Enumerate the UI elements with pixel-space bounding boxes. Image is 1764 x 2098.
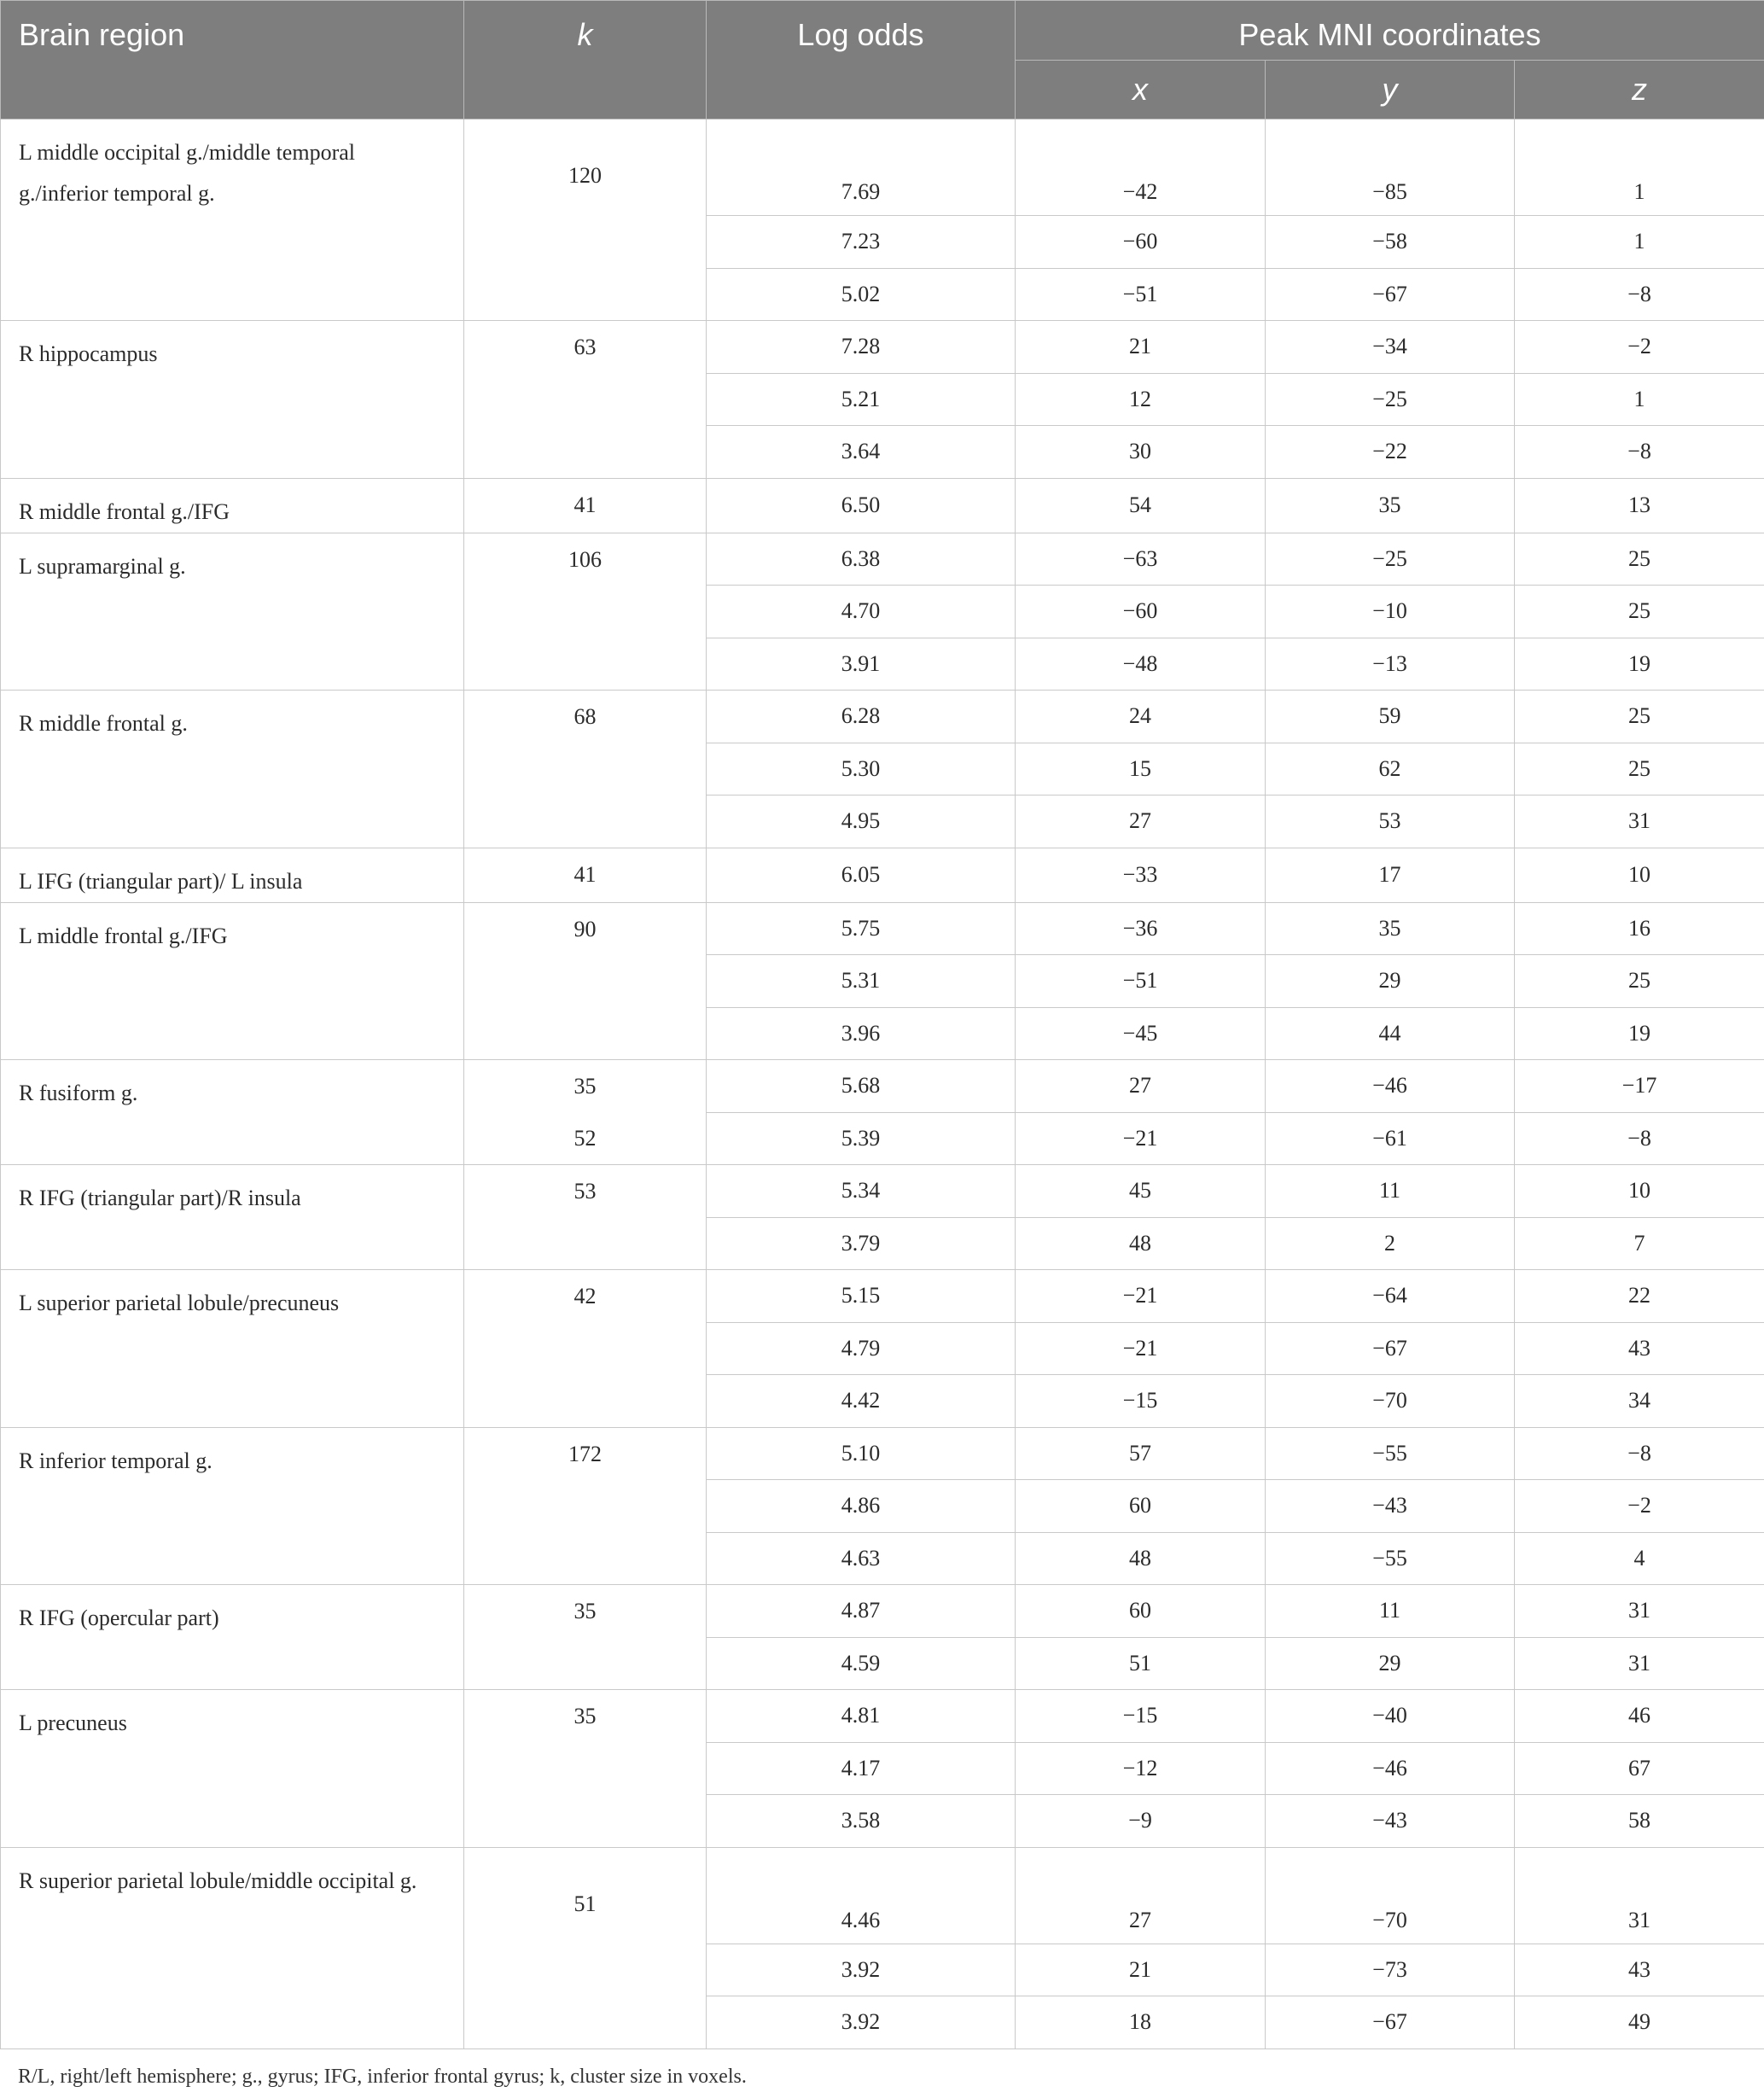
k-value: 172 xyxy=(568,1441,602,1466)
z-cell: −2 xyxy=(1515,1480,1764,1533)
cluster-size-cell xyxy=(464,533,707,691)
cluster-size-cell xyxy=(464,1060,707,1165)
y-cell: 53 xyxy=(1266,795,1515,848)
log-odds-cell: 5.10 xyxy=(707,1427,1016,1480)
y-cell: 11 xyxy=(1266,1585,1515,1638)
table-body xyxy=(1,119,1764,2049)
log-odds-cell: 5.15 xyxy=(707,1270,1016,1323)
table-row-gap xyxy=(1,119,1764,182)
brain-region-cell: R fusiform g. xyxy=(1,1060,464,1165)
z-cell: 13 xyxy=(1515,478,1764,533)
x-cell: 57 xyxy=(1016,1427,1266,1480)
x-cell: −42 xyxy=(1016,181,1266,216)
z-cell: −2 xyxy=(1515,321,1764,374)
cluster-size-cell xyxy=(464,1270,707,1428)
z-cell: 19 xyxy=(1515,1007,1764,1060)
log-odds-cell: 6.05 xyxy=(707,848,1016,902)
cluster-size-cell xyxy=(464,1690,707,1848)
cluster-size-cell xyxy=(464,478,707,533)
log-odds-cell: 5.68 xyxy=(707,1060,1016,1113)
brain-region-cell: L supramarginal g. xyxy=(1,533,464,691)
y-cell: 17 xyxy=(1266,848,1515,902)
y-cell: 11 xyxy=(1266,1165,1515,1218)
x-cell: −60 xyxy=(1016,586,1266,638)
empty-cell xyxy=(707,119,1016,182)
x-cell: −63 xyxy=(1016,533,1266,586)
z-cell: 31 xyxy=(1515,1585,1764,1638)
y-cell: 35 xyxy=(1266,902,1515,955)
x-cell: −51 xyxy=(1016,955,1266,1008)
z-cell: 22 xyxy=(1515,1270,1764,1323)
z-cell: 31 xyxy=(1515,795,1764,848)
k-value: 41 xyxy=(573,492,597,517)
log-odds-cell: 5.34 xyxy=(707,1165,1016,1218)
empty-cell xyxy=(1515,119,1764,182)
z-cell: 19 xyxy=(1515,638,1764,691)
z-cell: −8 xyxy=(1515,426,1764,479)
x-cell: 12 xyxy=(1016,373,1266,426)
log-odds-cell: 6.28 xyxy=(707,691,1016,743)
y-cell: −70 xyxy=(1266,1375,1515,1428)
y-cell: −22 xyxy=(1266,426,1515,479)
brain-region-cell: R hippocampus xyxy=(1,321,464,479)
y-cell: −55 xyxy=(1266,1427,1515,1480)
table-row xyxy=(1,1690,1764,1743)
x-cell: −48 xyxy=(1016,638,1266,691)
table-row-gap xyxy=(1,1847,1764,1909)
z-cell: 1 xyxy=(1515,181,1764,216)
z-cell: 25 xyxy=(1515,586,1764,638)
cluster-size-cell xyxy=(464,1847,707,2048)
log-odds-cell: 3.92 xyxy=(707,1944,1016,1996)
y-cell: −55 xyxy=(1266,1532,1515,1585)
log-odds-cell: 3.79 xyxy=(707,1217,1016,1270)
y-cell: −46 xyxy=(1266,1060,1515,1113)
y-cell: −58 xyxy=(1266,216,1515,269)
table-row xyxy=(1,478,1764,533)
y-cell: −67 xyxy=(1266,268,1515,321)
table-footnote: R/L, right/left hemisphere; g., gyrus; IFG, inferior frontal gyrus; k, cluster size in voxels. xyxy=(18,2066,747,2088)
x-cell: −36 xyxy=(1016,902,1266,955)
z-cell: 4 xyxy=(1515,1532,1764,1585)
z-cell: 16 xyxy=(1515,902,1764,955)
z-cell: 25 xyxy=(1515,691,1764,743)
k-value: 68 xyxy=(573,704,597,729)
log-odds-cell: 5.75 xyxy=(707,902,1016,955)
z-cell: −17 xyxy=(1515,1060,1764,1113)
k-value: 51 xyxy=(573,1891,597,1916)
z-cell: 25 xyxy=(1515,743,1764,795)
header-y: y xyxy=(1266,61,1515,119)
x-cell: 27 xyxy=(1016,1909,1266,1944)
log-odds-cell: 4.81 xyxy=(707,1690,1016,1743)
cluster-size-cell xyxy=(464,1585,707,1690)
header-k: k xyxy=(464,1,707,119)
z-cell: 31 xyxy=(1515,1909,1764,1944)
cluster-size-cell xyxy=(464,1427,707,1585)
table-row xyxy=(1,1427,1764,1480)
cluster-size-cell xyxy=(464,691,707,848)
z-cell: 7 xyxy=(1515,1217,1764,1270)
empty-cell xyxy=(1515,1847,1764,1909)
log-odds-cell: 7.23 xyxy=(707,216,1016,269)
empty-cell xyxy=(1016,1847,1266,1909)
brain-region-cell: R IFG (opercular part) xyxy=(1,1585,464,1690)
z-cell: 49 xyxy=(1515,1996,1764,2049)
log-odds-cell: 3.91 xyxy=(707,638,1016,691)
z-cell: 1 xyxy=(1515,373,1764,426)
brain-region-cell: R superior parietal lobule/middle occipital g. xyxy=(1,1847,464,2048)
y-cell: −67 xyxy=(1266,1996,1515,2049)
x-cell: −60 xyxy=(1016,216,1266,269)
y-cell: −40 xyxy=(1266,1690,1515,1743)
k-value: 42 xyxy=(573,1284,597,1308)
x-cell: 51 xyxy=(1016,1637,1266,1690)
k-value: 53 xyxy=(573,1179,597,1203)
z-cell: −8 xyxy=(1515,1112,1764,1165)
brain-region-cell: L superior parietal lobule/precuneus xyxy=(1,1270,464,1428)
cluster-size-cell xyxy=(464,848,707,902)
z-cell: 43 xyxy=(1515,1944,1764,1996)
y-cell: −43 xyxy=(1266,1795,1515,1848)
log-odds-cell: 4.42 xyxy=(707,1375,1016,1428)
x-cell: −51 xyxy=(1016,268,1266,321)
y-cell: 35 xyxy=(1266,478,1515,533)
y-cell: 44 xyxy=(1266,1007,1515,1060)
y-cell: −43 xyxy=(1266,1480,1515,1533)
header-z: z xyxy=(1515,61,1764,119)
log-odds-cell: 6.50 xyxy=(707,478,1016,533)
x-cell: 27 xyxy=(1016,1060,1266,1113)
cluster-size-cell xyxy=(464,321,707,479)
table-row xyxy=(1,691,1764,743)
y-cell: 29 xyxy=(1266,955,1515,1008)
z-cell: 46 xyxy=(1515,1690,1764,1743)
y-cell: 62 xyxy=(1266,743,1515,795)
log-odds-cell: 7.69 xyxy=(707,181,1016,216)
table-row xyxy=(1,533,1764,586)
header-x: x xyxy=(1016,61,1266,119)
y-cell: −46 xyxy=(1266,1742,1515,1795)
x-cell: −15 xyxy=(1016,1375,1266,1428)
x-cell: 60 xyxy=(1016,1585,1266,1638)
log-odds-cell: 4.46 xyxy=(707,1909,1016,1944)
log-odds-cell: 6.38 xyxy=(707,533,1016,586)
log-odds-cell: 5.02 xyxy=(707,268,1016,321)
z-cell: 58 xyxy=(1515,1795,1764,1848)
y-cell: −25 xyxy=(1266,373,1515,426)
x-cell: 60 xyxy=(1016,1480,1266,1533)
log-odds-cell: 4.86 xyxy=(707,1480,1016,1533)
brain-region-cell: L precuneus xyxy=(1,1690,464,1848)
y-cell: 2 xyxy=(1266,1217,1515,1270)
x-cell: −21 xyxy=(1016,1112,1266,1165)
log-odds-cell: 4.59 xyxy=(707,1637,1016,1690)
x-cell: 24 xyxy=(1016,691,1266,743)
z-cell: 43 xyxy=(1515,1322,1764,1375)
k-spacer xyxy=(464,1848,706,1866)
brain-region-cell: R IFG (triangular part)/R insula xyxy=(1,1165,464,1270)
y-cell: −10 xyxy=(1266,586,1515,638)
table-row xyxy=(1,902,1764,955)
log-odds-cell: 4.17 xyxy=(707,1742,1016,1795)
log-odds-cell: 7.28 xyxy=(707,321,1016,374)
z-cell: 25 xyxy=(1515,955,1764,1008)
table-row xyxy=(1,1270,1764,1323)
k-value: 120 xyxy=(568,163,602,188)
x-cell: 27 xyxy=(1016,795,1266,848)
x-cell: −33 xyxy=(1016,848,1266,902)
brain-region-cell: L IFG (triangular part)/ L insula xyxy=(1,848,464,902)
y-cell: −73 xyxy=(1266,1944,1515,1996)
k-value: 35 xyxy=(573,1599,597,1623)
log-odds-cell: 3.58 xyxy=(707,1795,1016,1848)
z-cell: 1 xyxy=(1515,216,1764,269)
log-odds-cell: 3.92 xyxy=(707,1996,1016,2049)
y-cell: −61 xyxy=(1266,1112,1515,1165)
log-odds-cell: 4.87 xyxy=(707,1585,1016,1638)
x-cell: 21 xyxy=(1016,1944,1266,1996)
log-odds-cell: 4.63 xyxy=(707,1532,1016,1585)
x-cell: 15 xyxy=(1016,743,1266,795)
x-cell: −15 xyxy=(1016,1690,1266,1743)
x-cell: 48 xyxy=(1016,1532,1266,1585)
header-log-odds: Log odds xyxy=(707,1,1016,119)
cluster-size-cell xyxy=(464,1165,707,1270)
y-cell: −70 xyxy=(1266,1909,1515,1944)
x-cell: −9 xyxy=(1016,1795,1266,1848)
brain-region-cell: L middle frontal g./IFG xyxy=(1,902,464,1060)
z-cell: −8 xyxy=(1515,1427,1764,1480)
k-value: 35 xyxy=(573,1704,597,1728)
k-value: 52 xyxy=(573,1126,597,1151)
z-cell: −8 xyxy=(1515,268,1764,321)
empty-cell xyxy=(1266,119,1515,182)
y-cell: −85 xyxy=(1266,181,1515,216)
z-cell: 10 xyxy=(1515,848,1764,902)
table-row xyxy=(1,321,1764,374)
y-cell: −25 xyxy=(1266,533,1515,586)
table-row xyxy=(1,1060,1764,1113)
log-odds-cell: 3.64 xyxy=(707,426,1016,479)
log-odds-cell: 4.70 xyxy=(707,586,1016,638)
empty-cell xyxy=(1016,119,1266,182)
x-cell: 21 xyxy=(1016,321,1266,374)
x-cell: 48 xyxy=(1016,1217,1266,1270)
cluster-size-cell xyxy=(464,902,707,1060)
z-cell: 10 xyxy=(1515,1165,1764,1218)
table-row xyxy=(1,1165,1764,1218)
brain-region-cell: R middle frontal g./IFG xyxy=(1,478,464,533)
k-value: 90 xyxy=(573,916,597,941)
header-peak-mni: Peak MNI coordinates xyxy=(1016,1,1764,61)
log-odds-cell: 4.95 xyxy=(707,795,1016,848)
y-cell: 59 xyxy=(1266,691,1515,743)
brain-region-cell: R middle frontal g. xyxy=(1,691,464,848)
k-value: 106 xyxy=(568,546,602,572)
log-odds-cell: 3.96 xyxy=(707,1007,1016,1060)
log-odds-cell: 5.30 xyxy=(707,743,1016,795)
z-cell: 67 xyxy=(1515,1742,1764,1795)
log-odds-cell: 5.21 xyxy=(707,373,1016,426)
brain-region-cell: R inferior temporal g. xyxy=(1,1427,464,1585)
y-cell: −34 xyxy=(1266,321,1515,374)
log-odds-cell: 5.39 xyxy=(707,1112,1016,1165)
table-row xyxy=(1,1585,1764,1638)
x-cell: −21 xyxy=(1016,1270,1266,1323)
y-cell: −13 xyxy=(1266,638,1515,691)
x-cell: −12 xyxy=(1016,1742,1266,1795)
x-cell: 30 xyxy=(1016,426,1266,479)
x-cell: 18 xyxy=(1016,1996,1266,2049)
y-cell: −64 xyxy=(1266,1270,1515,1323)
k-value: 41 xyxy=(573,861,597,887)
z-cell: 31 xyxy=(1515,1637,1764,1690)
x-cell: −21 xyxy=(1016,1322,1266,1375)
z-cell: 34 xyxy=(1515,1375,1764,1428)
k-value: 35 xyxy=(573,1074,597,1099)
empty-cell xyxy=(707,1847,1016,1909)
cluster-size-cell xyxy=(464,119,707,321)
k-spacer xyxy=(464,119,706,137)
table-row xyxy=(1,848,1764,902)
log-odds-cell: 4.79 xyxy=(707,1322,1016,1375)
log-odds-cell: 5.31 xyxy=(707,955,1016,1008)
x-cell: 54 xyxy=(1016,478,1266,533)
x-cell: 45 xyxy=(1016,1165,1266,1218)
empty-cell xyxy=(1266,1847,1515,1909)
k-value: 63 xyxy=(573,335,597,359)
x-cell: −45 xyxy=(1016,1007,1266,1060)
z-cell: 25 xyxy=(1515,533,1764,586)
y-cell: 29 xyxy=(1266,1637,1515,1690)
brain-region-cell: L middle occipital g./middle temporal g./inferior temporal g. xyxy=(1,119,464,321)
header-brain-region: Brain region xyxy=(1,1,464,119)
y-cell: −67 xyxy=(1266,1322,1515,1375)
